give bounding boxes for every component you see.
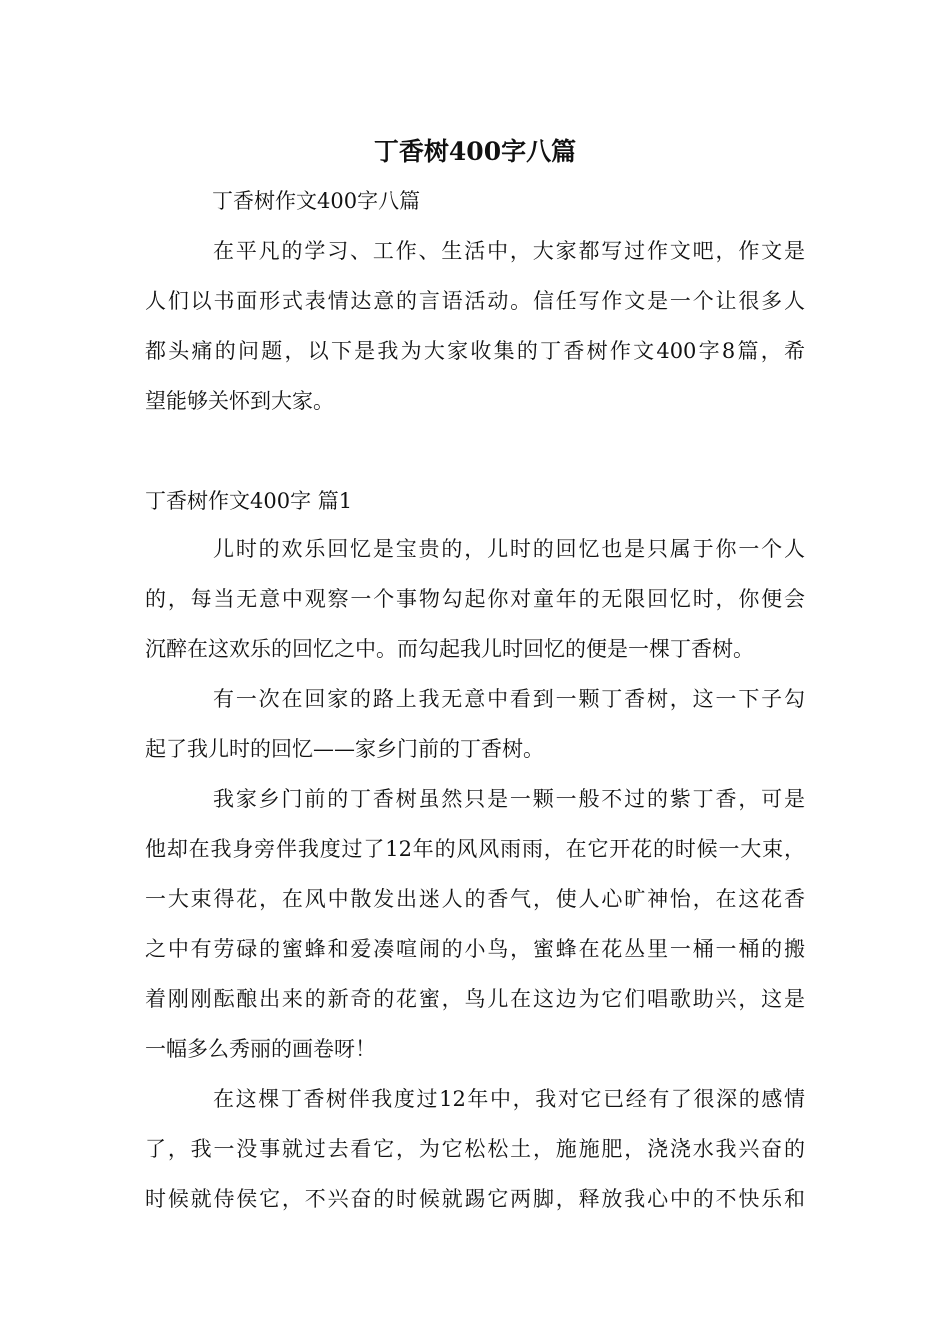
paragraph-line: 的，每当无意中观察一个事物勾起你对童年的无限回忆时，你便会 (145, 587, 805, 611)
intro-line: 在平凡的学习、工作、生活中，大家都写过作文吧，作文是 (213, 239, 805, 263)
document-title: 丁香树400字八篇 (373, 137, 577, 166)
paragraph-line: 一大束得花，在风中散发出迷人的香气，使人心旷神怡，在这花香 (145, 887, 805, 911)
paragraph-line: 时候就侍侯它，不兴奋的时候就踢它两脚，释放我心中的不快乐和 (145, 1187, 805, 1211)
intro-line: 望能够关怀到大家。 (145, 389, 334, 413)
paragraph-line: 儿时的欢乐回忆是宝贵的，儿时的回忆也是只属于你一个人 (213, 537, 805, 561)
paragraph-line: 他却在我身旁伴我度过了12年的风风雨雨，在它开花的时候一大束， (145, 837, 805, 861)
paragraph-line: 我家乡门前的丁香树虽然只是一颗一般不过的紫丁香，可是 (213, 787, 805, 811)
intro-line: 人们以书面形式表情达意的言语活动。信任写作文是一个让很多人 (145, 289, 805, 313)
body-paragraph (145, 1074, 805, 1224)
document-subtitle: 丁香树作文400字八篇 (212, 189, 421, 213)
body-paragraph (145, 524, 805, 674)
paragraph-line: 起了我儿时的回忆——家乡门前的丁香树。 (145, 737, 544, 761)
paragraph-line: 有一次在回家的路上我无意中看到一颗丁香树，这一下子勾 (213, 687, 805, 711)
paragraph-line: 在这棵丁香树伴我度过12年中，我对它已经有了很深的感情 (213, 1087, 805, 1111)
paragraph-line: 一幅多么秀丽的画卷呀！ (145, 1037, 376, 1061)
paragraph-line: 之中有劳碌的蜜蜂和爱凑喧闹的小鸟，蜜蜂在花丛里一桶一桶的搬 (145, 937, 805, 961)
intro-line: 都头痛的问题，以下是我为大家收集的丁香树作文400字8篇，希 (145, 339, 805, 363)
paragraph-line: 了，我一没事就过去看它，为它松松土，施施肥，浇浇水我兴奋的 (145, 1137, 805, 1161)
body-paragraph (145, 674, 805, 774)
paragraph-line: 着刚刚酝酿出来的新奇的花蜜，鸟儿在这边为它们唱歌助兴，这是 (145, 987, 805, 1011)
paragraph-line: 沉醉在这欢乐的回忆之中。而勾起我儿时回忆的便是一棵丁香树。 (145, 637, 754, 661)
section-heading: 丁香树作文400字 篇1 (145, 489, 353, 513)
body-paragraph (145, 774, 805, 1074)
intro-paragraph (145, 226, 805, 426)
